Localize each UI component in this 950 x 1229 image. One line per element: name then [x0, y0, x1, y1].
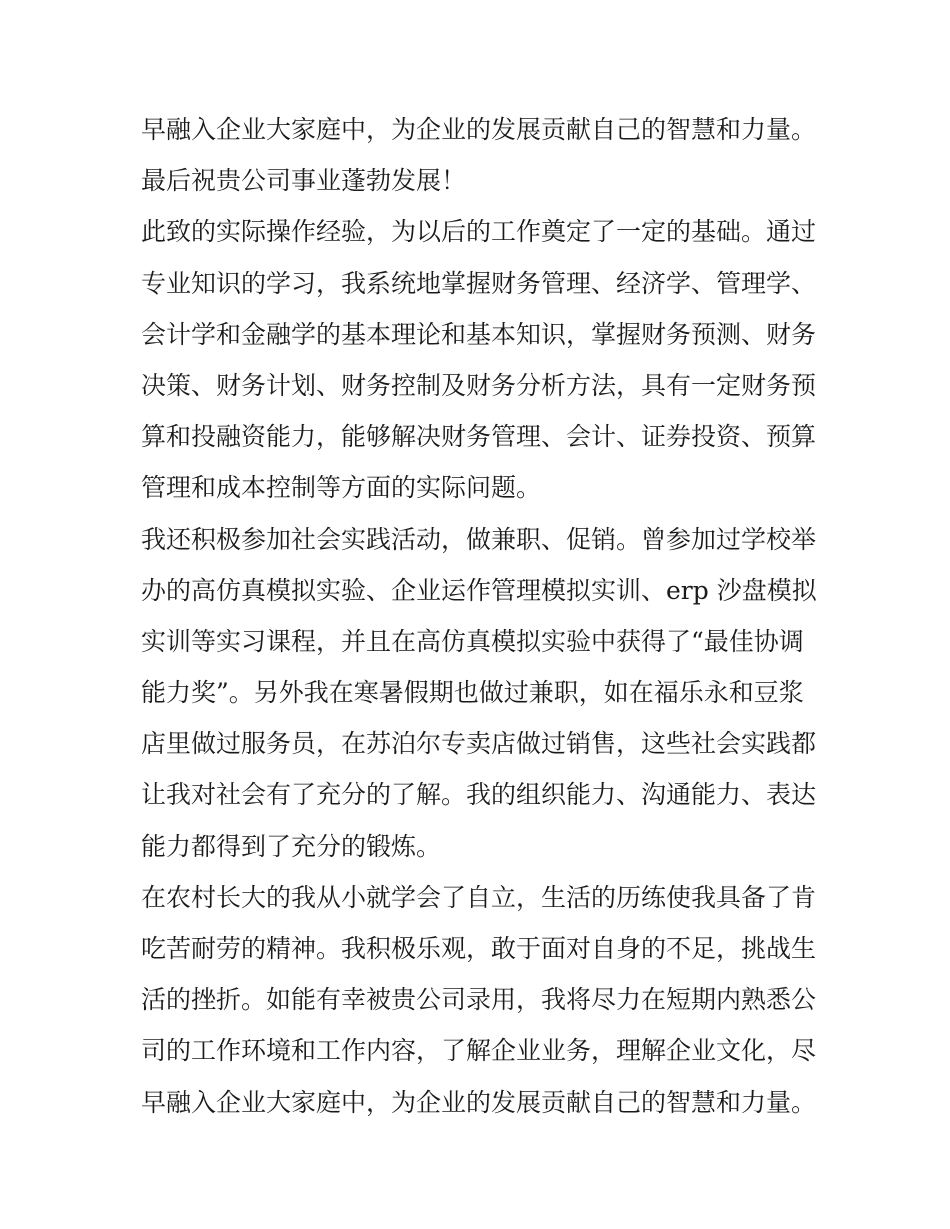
- text-line: 最后祝贵公司事业蓬勃发展！: [141, 166, 467, 196]
- text-line: 在农村长大的我从小就学会了自立，生活的历练使我具备了肯: [141, 882, 817, 912]
- text-line: 算和投融资能力，能够解决财务管理、会计、证券投资、预算: [141, 422, 817, 452]
- text-line: 司的工作环境和工作内容，了解企业业务，理解企业文化，尽: [141, 1036, 817, 1066]
- text-line: 实训等实习课程，并且在高仿真模拟实验中获得了“最佳协调: [141, 626, 804, 656]
- text-line: 活的挫折。如能有幸被贵公司录用，我将尽力在短期内熟悉公: [141, 985, 817, 1015]
- text-line: 办的高仿真模拟实验、企业运作管理模拟实训、erp 沙盘模拟: [141, 575, 817, 605]
- letter-body: [141, 104, 821, 1128]
- text-line: 专业知识的学习，我系统地掌握财务管理、经济学、管理学、: [141, 268, 817, 298]
- text-line: 吃苦耐劳的精神。我积极乐观，敢于面对自身的不足，挑战生: [141, 934, 817, 963]
- text-line: 能力都得到了充分的锻炼。: [141, 831, 442, 861]
- text-line: 早融入企业大家庭中，为企业的发展贡献自己的智慧和力量。: [141, 1087, 817, 1117]
- text-line: 能力奖”。另外我在寒暑假期也做过兼职，如在福乐永和豆浆: [141, 678, 804, 708]
- text-line: 店里做过服务员，在苏泊尔专卖店做过销售，这些社会实践都: [141, 729, 817, 759]
- text-line: 会计学和金融学的基本理论和基本知识，掌握财务预测、财务: [141, 319, 817, 349]
- text-line: 早融入企业大家庭中，为企业的发展贡献自己的智慧和力量。: [141, 115, 817, 144]
- text-line: 我还积极参加社会实践活动，做兼职、促销。曾参加过学校举: [141, 524, 817, 554]
- text-line: 决策、财务计划、财务控制及财务分析方法，具有一定财务预: [141, 370, 817, 400]
- text-line: 此致的实际操作经验，为以后的工作奠定了一定的基础。通过: [141, 217, 817, 247]
- text-line: 让我对社会有了充分的了解。我的组织能力、沟通能力、表达: [141, 780, 817, 810]
- text-line: 管理和成本控制等方面的实际问题。: [141, 473, 542, 503]
